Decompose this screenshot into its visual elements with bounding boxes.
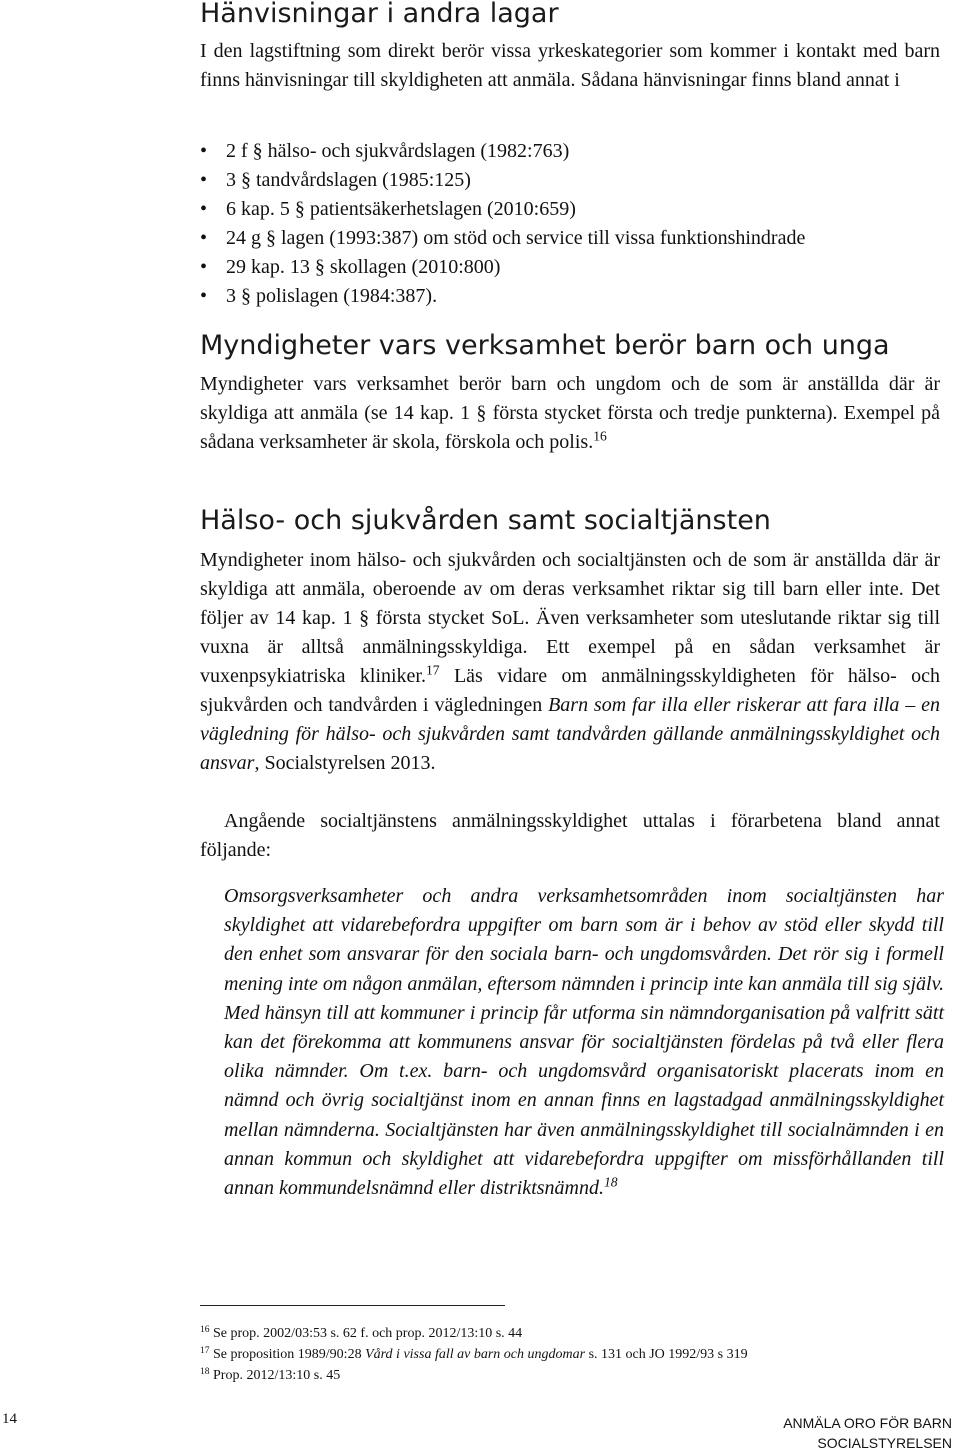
block-quote: Omsorgsverksamheter och andra verksamhetsområden inom socialtjänsten har skyldighet att vidarebefordra uppgifter om barn som är i behov av stöd eller skydd till den enhet som ansvarar för den sociala barn- och ungdomsvården. Det rör sig i formell mening inte om någon anmälan, eftersom nämnden i princip inte kan anmäla till sig själv. Med hänsyn till att kommuner i princip får utforma sin nämndorganisation på valfritt sätt kan det förekomma att kommunens ansvar för socialtjänsten fördelas på två eller flera olika nämnder. Om t.ex. barn- och ungdomsvård organisatoriskt placerats inom en nämnd och övrig socialtjänst inom en annan finns en lagstadgad anmälningsskyldighet mellan nämnderna. Socialtjänsten har även anmälningsskyldighet till socialnämnden i en annan kommun och skyldighet att vidarebefordra uppgifter om missförhållanden till annan kommundelsnämnd eller distriktsnämnd.$^{18}$ <box>224 885 944 1200</box>
law-reference-list <box>200 137 805 311</box>
bullet-icon: • <box>200 140 208 162</box>
footnote: $^{16}$ Se prop. 2002/03:53 s. 62 f. och prop. 2012/13:10 s. 44 <box>200 1324 523 1341</box>
authorities-paragraph: Myndigheter vars verksamhet berör barn och ungdom och de som är anställda där är skyldiga att anmäla (se 14 kap. 1 § första stycket första och tredje punkterna). Exempel på sådana verksamheter är skola, förskola och polis.$^{16}$ <box>200 373 940 453</box>
page-number: 14 <box>2 1411 17 1427</box>
list-item: • 24 g § lagen (1993:387) om stöd och service till vissa funktionshindrade <box>200 224 805 253</box>
running-footer <box>783 1413 952 1453</box>
section-heading-health-social: Hälso- och sjukvården samt socialtjänsten <box>200 505 771 536</box>
footer-publication-title: ANMÄLA ORO FÖR BARN <box>783 1415 952 1431</box>
footnote-ref-18[interactable]: 18 <box>603 1174 618 1190</box>
bullet-icon: • <box>200 198 208 220</box>
footnote: $^{18}$ Prop. 2012/13:10 s. 45 <box>200 1366 341 1383</box>
section-heading-references: Hänvisningar i andra lagar <box>200 0 559 29</box>
health-social-paragraph: Myndigheter inom hälso- och sjukvården och socialtjänsten och de som är anställda där är skyldiga att anmäla, oberoende av om deras verksamhet riktar sig till barn eller inte. Det följer av 14 kap. 1 § första stycket SoL. Även verksamheter som uteslutande riktar sig till vuxna är alltså anmälningsskyldiga. Ett exempel på en sådan verksamhet är vuxenpsykiatriska kliniker.$^{17}$ Läs vidare om anmälningsskyldigheten för hälso- och sjukvården och tandvården i vägledningen Barn som far illa eller riskerar att fara illa – en vägledning för hälso- och sjukvården samt tandvården gällande anmälningsskyldighet och ansvar, Socialstyrelsen 2013. <box>200 549 940 774</box>
footnote-divider <box>200 1305 505 1306</box>
list-item: • 2 f § hälso- och sjukvårdslagen (1982:763) <box>200 137 805 166</box>
list-item: • 3 § polislagen (1984:387). <box>200 282 805 311</box>
footnotes <box>200 1323 748 1386</box>
list-item: • 29 kap. 13 § skollagen (2010:800) <box>200 253 805 282</box>
footer-publisher: SOCIALSTYRELSEN <box>817 1435 952 1451</box>
references-intro-paragraph: I den lagstiftning som direkt berör vissa yrkeskategorier som kommer i kontakt med barn finns hänvisningar till skyldigheten att anmäla. Sådana hänvisningar finns bland annat i <box>200 40 940 91</box>
bullet-icon: • <box>200 285 208 307</box>
bullet-icon: • <box>200 169 208 191</box>
list-item: • 6 kap. 5 § patientsäkerhetslagen (2010:659) <box>200 195 805 224</box>
guidance-title: Barn som far illa eller riskerar att fara illa – en vägledning för hälso- och sjukvården samt tandvården gällande anmälningsskyldighet och ansvar <box>200 694 940 774</box>
footnote: $^{17}$ Se proposition 1989/90:28 Vård i vissa fall av barn och ungdomar s. 131 och JO 1992/93 s 319 <box>200 1345 748 1362</box>
bullet-icon: • <box>200 227 208 249</box>
footnote-ref-16[interactable]: 16 <box>593 428 607 444</box>
bullet-icon: • <box>200 256 208 278</box>
quote-intro-paragraph: Angående socialtjänstens anmälningsskyldighet uttalas i förarbetena bland annat följande: <box>200 810 940 861</box>
section-heading-authorities: Myndigheter vars verksamhet berör barn och unga <box>200 330 890 361</box>
footnote-ref-17[interactable]: 17 <box>426 662 440 678</box>
list-item: • 3 § tandvårdslagen (1985:125) <box>200 166 805 195</box>
